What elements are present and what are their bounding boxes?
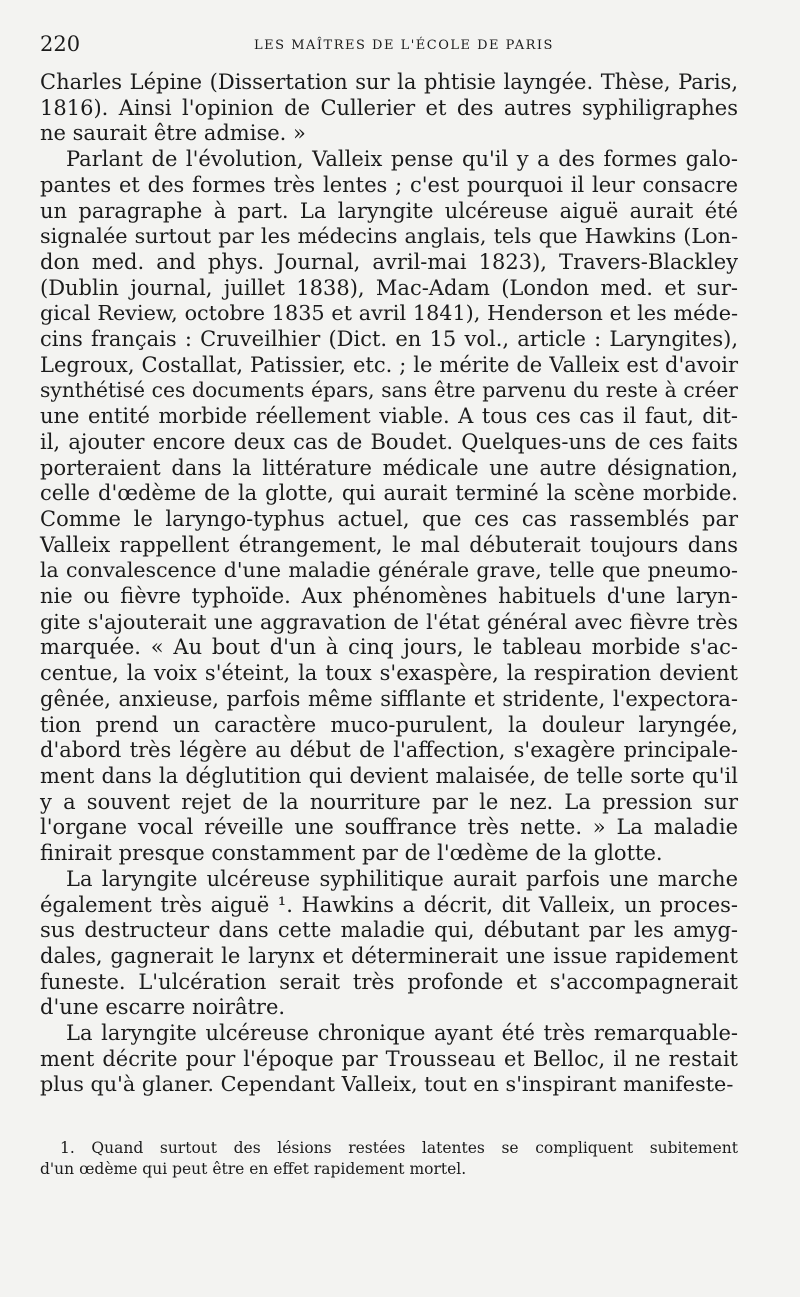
text-line: pantes et des formes très lentes ; c'est pourquoi il leur consacre — [40, 172, 738, 197]
text-line: d'une escarre noirâtre. — [40, 995, 286, 1020]
text-line: finirait presque constamment par de l'œdème de la glotte. — [40, 841, 663, 866]
text-line: la convalescence d'une maladie générale grave, telle que pneumo- — [40, 558, 738, 583]
text-line: plus qu'à glaner. Cependant Valleix, tout en s'inspirant manifeste- — [40, 1072, 734, 1097]
text-line: funeste. L'ulcération serait très profonde et s'accompagnerait — [40, 969, 738, 994]
text-line: y a souvent rejet de la nourriture par le nez. La pression sur — [40, 789, 738, 814]
page-number: 220 — [40, 32, 81, 56]
paragraph — [40, 70, 738, 147]
text-line: une entité morbide réellement viable. A tous ces cas il faut, dit- — [40, 404, 738, 429]
text-line: ne saurait être admise. » — [40, 121, 306, 146]
text-line: gite s'ajouterait une aggravation de l'état général avec fièvre très — [40, 609, 738, 634]
text-line: porteraient dans la littérature médicale une autre désignation, — [40, 455, 738, 480]
body-text — [40, 70, 738, 1098]
paragraph — [40, 867, 738, 1021]
text-line: également très aiguë ¹. Hawkins a décrit, dit Valleix, un proces- — [40, 892, 738, 917]
text-line: cins français : Cruveilhier (Dict. en 15 vol., article : Laryngites), — [40, 327, 738, 352]
text-line: Legroux, Costallat, Patissier, etc. ; le mérite de Valleix est d'avoir — [40, 352, 738, 377]
text-line: il, ajouter encore deux cas de Boudet. Quelques-uns de ces faits — [40, 429, 738, 454]
text-line: gical Review, octobre 1835 et avril 1841), Henderson et les méde- — [40, 301, 738, 326]
text-line: La laryngite ulcéreuse chronique ayant été très remarquable- — [66, 1021, 738, 1046]
footnote — [40, 1138, 738, 1180]
text-line: nie ou fièvre typhoïde. Aux phénomènes habituels d'une laryn- — [40, 584, 738, 609]
text-line: un paragraphe à part. La laryngite ulcéreuse aiguë aurait été — [40, 198, 738, 223]
text-line: Charles Lépine (Dissertation sur la phtisie layngée. Thèse, Paris, — [40, 70, 738, 94]
text-line: centue, la voix s'éteint, la toux s'exaspère, la respiration devient — [40, 661, 738, 686]
paragraph — [40, 147, 738, 867]
text-line: ment décrite pour l'époque par Trousseau et Belloc, il ne restait — [40, 1046, 738, 1071]
footnote-line: d'un œdème qui peut être en effet rapidement mortel. — [40, 1160, 467, 1179]
text-line: sus destructeur dans cette maladie qui, débutant par les amyg- — [40, 918, 738, 943]
text-line: Valleix rappellent étrangement, le mal débuterait toujours dans — [40, 532, 738, 557]
page-header — [40, 30, 738, 70]
running-title: LES MAÎTRES DE L'ÉCOLE DE PARIS — [254, 38, 554, 53]
footnote-line: 1. Quand surtout des lésions restées latentes se compliquent subitement — [60, 1139, 738, 1158]
paragraph — [40, 1021, 738, 1098]
text-line: tion prend un caractère muco-purulent, la douleur laryngée, — [40, 712, 738, 737]
text-line: dales, gagnerait le larynx et déterminerait une issue rapidement — [40, 943, 738, 968]
text-line: Comme le laryngo-typhus actuel, que ces cas rassemblés par — [40, 506, 738, 531]
text-line: d'abord très légère au début de l'affection, s'exagère principale- — [40, 738, 738, 763]
text-line: marquée. « Au bout d'un à cinq jours, le tableau morbide s'ac- — [40, 635, 738, 660]
text-line: synthétisé ces documents épars, sans être parvenu du reste à créer — [40, 378, 738, 403]
text-line: (Dublin journal, juillet 1838), Mac-Adam (London med. et sur- — [40, 275, 738, 300]
text-line: ment dans la déglutition qui devient malaisée, de telle sorte qu'il — [40, 763, 738, 788]
text-line: 1816). Ainsi l'opinion de Cullerier et des autres syphiligraphes — [40, 95, 738, 120]
text-line: gênée, anxieuse, parfois même sifflante et stridente, l'expectora- — [40, 686, 738, 711]
text-line: don med. and phys. Journal, avril-mai 1823), Travers-Blackley — [40, 249, 738, 274]
text-line: celle d'œdème de la glotte, qui aurait terminé la scène morbide. — [40, 481, 738, 506]
text-line: signalée surtout par les médecins anglais, tels que Hawkins (Lon- — [40, 224, 738, 249]
text-line: l'organe vocal réveille une souffrance très nette. » La maladie — [40, 815, 738, 840]
text-line: Parlant de l'évolution, Valleix pense qu'il y a des formes galo- — [66, 147, 738, 172]
text-line: La laryngite ulcéreuse syphilitique aurait parfois une marche — [66, 866, 738, 891]
